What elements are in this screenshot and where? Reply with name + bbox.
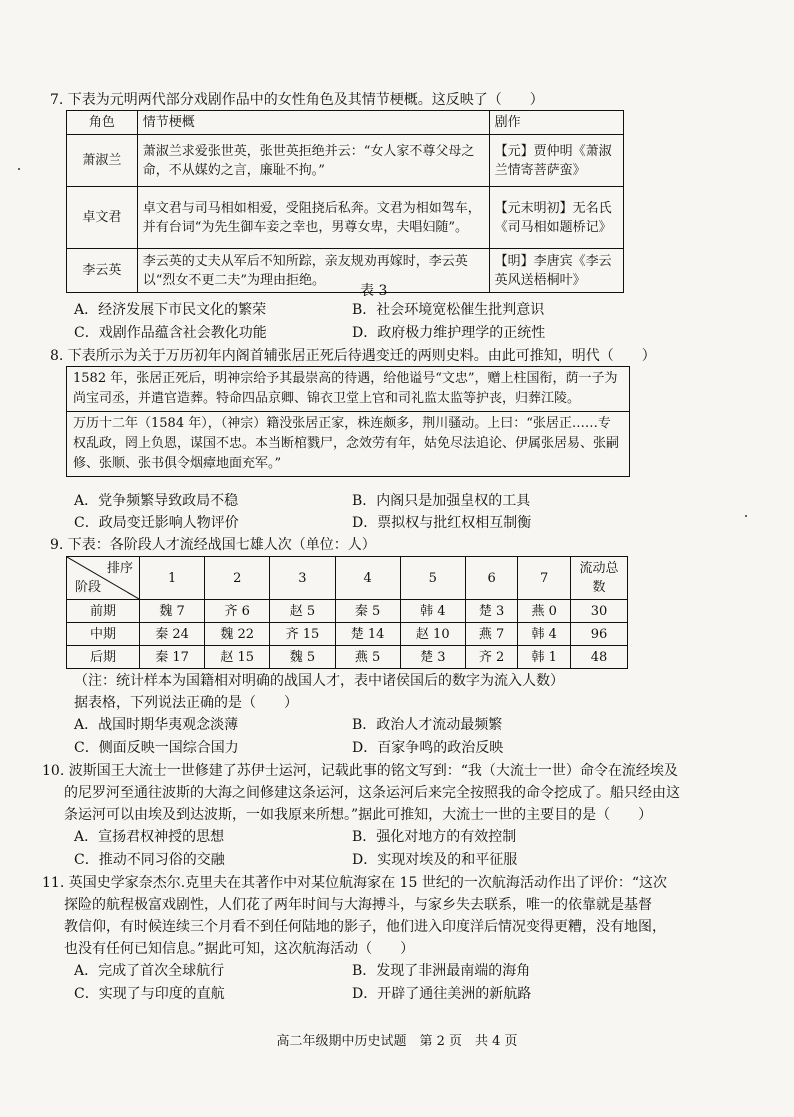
q7-option-b[interactable]: B．社会环境宽松催生批判意识 — [352, 302, 545, 318]
q9-total: 30 — [571, 600, 628, 623]
q9-cell: 赵 10 — [400, 623, 465, 646]
q10-option-b[interactable]: B．强化对地方的有效控制 — [352, 829, 517, 845]
q8-source-1: 1582 年，张居正死后，明神宗给予其最崇高的待遇，给他谥号“文忠”，赠上柱国衔，荫一子为尚宝司丞，并遣官造葬。特命四品京卿、锦衣卫堂上官和司礼监太监等护丧，归葬江陵。 — [73, 371, 618, 406]
q9-col-header: 6 — [465, 557, 518, 600]
q7-plot: 李云英的丈夫从军后不知所踪，亲友规劝再嫁时，李云英以“烈女不更二夫”为理由拒绝。 — [137, 249, 489, 293]
q7-header-plot: 情节梗概 — [137, 111, 489, 135]
q9-stem: 9. 下表：各阶段人才流经战国七雄人次（单位：人） — [50, 537, 376, 553]
q9-note: （注：统计样本为国籍相对明确的战国人才，表中诸侯国后的数字为流入人数） — [74, 673, 564, 689]
q9-cell: 燕 5 — [335, 646, 400, 669]
q9-col-header: 1 — [140, 557, 205, 600]
q9-total-header: 流动总数 — [571, 557, 628, 600]
q9-cell: 秦 5 — [335, 600, 400, 623]
q9-cell: 秦 24 — [140, 623, 205, 646]
q9-cell: 魏 7 — [140, 600, 205, 623]
q7-header-work: 剧作 — [489, 111, 623, 135]
q9-cell: 赵 15 — [205, 646, 270, 669]
q9-cell: 齐 2 — [465, 646, 518, 669]
q9-total: 96 — [571, 623, 628, 646]
q7-work: 【元末明初】无名氏《司马相如题桥记》 — [489, 187, 623, 249]
q7-work: 【明】李唐宾《李云英风送梧桐叶》 — [489, 249, 623, 293]
q9-ask: 据表格，下列说法正确的是（ ） — [74, 695, 298, 711]
q11-stem-line-4: 也没有任何已知信息。”据此可知，这次航海活动（ ） — [64, 941, 415, 957]
q9-stage: 前期 — [67, 600, 140, 623]
q9-col-header: 4 — [335, 557, 400, 600]
q8-source-box — [66, 366, 630, 477]
q9-corner-bottom: 阶段 — [75, 580, 102, 595]
q9-cell: 燕 7 — [465, 623, 518, 646]
q7-work: 【元】贾仲明《萧淑兰情寄菩萨蛮》 — [489, 135, 623, 187]
q8-option-b[interactable]: B．内阁只是加强皇权的工具 — [352, 493, 531, 509]
q11-option-d[interactable]: D．开辟了通往美洲的新航路 — [352, 986, 532, 1002]
q7-role: 萧淑兰 — [67, 135, 138, 187]
page-footer: 高二年级期中历史试题 第 2 页 共 4 页 — [276, 1034, 518, 1049]
table-row — [67, 135, 624, 187]
q9-option-a[interactable]: A．战国时期华夷观念淡薄 — [74, 717, 239, 733]
q7-option-d[interactable]: D．政府极力维护理学的正统性 — [352, 325, 546, 341]
q9-cell: 楚 3 — [400, 646, 465, 669]
q9-total: 48 — [571, 646, 628, 669]
q10-stem-line-2: 的尼罗河至通往波斯的大海之间修建这条运河，这条运河后来完全按照我的命令挖成了。船只经由这 — [64, 785, 680, 801]
q7-plot: 萧淑兰求爱张世英，张世英拒绝并云：“女人家不尊父母之命，不从媒妁之言，廉耻不拘。” — [137, 135, 489, 187]
q9-option-b[interactable]: B．政治人才流动最频繁 — [352, 717, 503, 733]
q9-table — [66, 556, 628, 669]
q9-cell: 韩 4 — [518, 623, 571, 646]
q10-option-c[interactable]: C．推动不同习俗的交融 — [74, 852, 225, 868]
q10-option-a[interactable]: A．宣扬君权神授的思想 — [74, 829, 225, 845]
q9-cell: 魏 5 — [270, 646, 335, 669]
q9-cell: 楚 3 — [465, 600, 518, 623]
q9-cell: 齐 15 — [270, 623, 335, 646]
q9-cell: 齐 6 — [205, 600, 270, 623]
q11-option-b[interactable]: B．发现了非洲最南端的海角 — [352, 963, 531, 979]
q9-cell: 韩 1 — [518, 646, 571, 669]
q9-stage: 后期 — [67, 646, 140, 669]
scan-speck — [745, 515, 747, 517]
q7-table-caption: 表 3 — [360, 283, 388, 299]
table-row — [67, 623, 628, 646]
q10-stem-line-3: 条运河可以由埃及到达波斯，一如我原来所想。”据此可推知，大流士一世的主要目的是（ ） — [64, 807, 653, 823]
q8-option-c[interactable]: C．政局变迁影响人物评价 — [74, 515, 239, 531]
q9-col-header: 3 — [270, 557, 335, 600]
q9-cell: 燕 0 — [518, 600, 571, 623]
q8-stem: 8. 下表所示为关于万历初年内阁首辅张居正死后待遇变迁的两则史料。由此可推知，明代（ ） — [50, 348, 656, 364]
q9-cell: 秦 17 — [140, 646, 205, 669]
q9-table-header — [67, 557, 628, 600]
q7-role: 李云英 — [67, 249, 138, 293]
q9-option-c[interactable]: C．侧面反映一国综合国力 — [74, 740, 239, 756]
q10-option-d[interactable]: D．实现对埃及的和平征服 — [352, 852, 518, 868]
q9-cell: 韩 4 — [400, 600, 465, 623]
q10-stem-line-1: 10. 波斯国王大流士一世修建了苏伊士运河，记载此事的铭文写到：“我（大流士一世）命令在流经埃及 — [42, 763, 678, 779]
q7-stem: 7. 下表为元明两代部分戏剧作品中的女性角色及其情节梗概。这反映了（ ） — [50, 92, 544, 108]
q7-option-a[interactable]: A．经济发展下市民文化的繁荣 — [74, 302, 267, 318]
q9-stage: 中期 — [67, 623, 140, 646]
table-row — [67, 249, 624, 293]
table-row — [67, 646, 628, 669]
q9-option-d[interactable]: D．百家争鸣的政治反映 — [352, 740, 504, 756]
q9-col-header: 7 — [518, 557, 571, 600]
q9-corner-cell — [67, 557, 140, 600]
q9-cell: 赵 5 — [270, 600, 335, 623]
q9-col-header: 5 — [400, 557, 465, 600]
q9-cell: 楚 14 — [335, 623, 400, 646]
table-row — [67, 187, 624, 249]
q9-corner-top: 排序 — [106, 561, 133, 576]
q8-option-d[interactable]: D．票拟权与批红权相互制衡 — [352, 515, 532, 531]
q7-role: 卓文君 — [67, 187, 138, 249]
q7-plot: 卓文君与司马相如相爱，受阻挠后私奔。文君为相如驾车，并有台词“为先生御车妾之幸也，男尊女卑，夫唱妇随”。 — [137, 187, 489, 249]
q11-option-a[interactable]: A．完成了首次全球航行 — [74, 963, 225, 979]
q9-col-header: 2 — [205, 557, 270, 600]
q11-stem-line-3: 教信仰，有时候连续三个月看不到任何陆地的影子，他们进入印度洋后情况变得更糟，没有地图， — [64, 919, 666, 935]
q7-header-role: 角色 — [67, 111, 138, 135]
q7-table-header — [67, 111, 624, 135]
q7-table — [66, 110, 624, 293]
table-row — [67, 600, 628, 623]
scan-speck — [18, 168, 20, 170]
q9-cell: 魏 22 — [205, 623, 270, 646]
q11-option-c[interactable]: C．实现了与印度的直航 — [74, 986, 225, 1002]
q7-option-c[interactable]: C．戏剧作品蕴含社会教化功能 — [74, 325, 267, 341]
q8-source-2: 万历十二年（1584 年），（神宗）籍没张居正家，株连颇多，荆川骚动。上曰：“张居正……专权乱政，罔上负恩，谋国不忠。本当断棺戮尸，念效劳有年，姑免尽法追论、伊属张居易、张嗣修、张顺、张书俱令烟瘴地面充军。” — [67, 411, 629, 476]
q11-stem-line-1: 11. 英国史学家奈杰尔.克里夫在其著作中对某位航海家在 15 世纪的一次航海活动作出了评价：“这次 — [42, 875, 668, 891]
q8-option-a[interactable]: A．党争频繁导致政局不稳 — [74, 493, 239, 509]
q11-stem-line-2: 探险的航程极富戏剧性，人们花了两年时间与大海搏斗，与家乡失去联系，唯一的依靠就是基督 — [64, 897, 652, 913]
